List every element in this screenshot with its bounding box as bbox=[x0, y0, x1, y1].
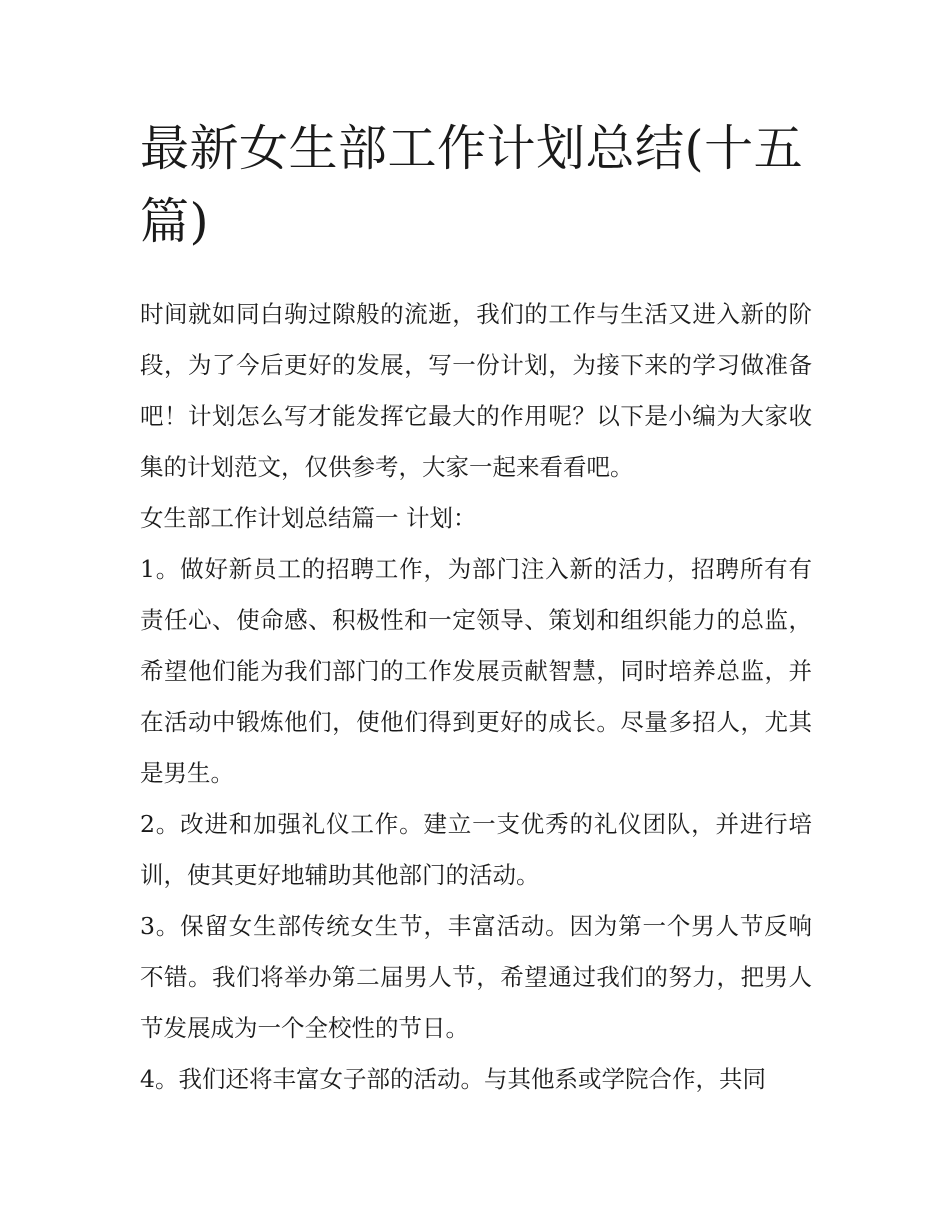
list-item-4: 4。我们还将丰富女子部的活动。与其他系或学院合作，共同 bbox=[140, 1065, 766, 1093]
document-body bbox=[140, 289, 812, 1105]
intro-paragraph: 时间就如同白驹过隙般的流逝，我们的工作与生活又进入新的阶段，为了今后更好的发展，写一份计划，为接下来的学习做准备吧！计划怎么写才能发挥它最大的作用呢？以下是小编为大家收集的计划范文，仅供参考，大家一起来看看吧。 bbox=[140, 300, 812, 481]
list-item-3: 3。保留女生部传统女生节，丰富活动。因为第一个男人节反响不错。我们将举办第二届男人节，希望通过我们的努力，把男人节发展成为一个全校性的节日。 bbox=[140, 912, 812, 1042]
list-item-2: 2。改进和加强礼仪工作。建立一支优秀的礼仪团队，并进行培训，使其更好地辅助其他部门的活动。 bbox=[140, 810, 812, 889]
document-title: 最新女生部工作计划总结(十五篇) bbox=[140, 120, 804, 250]
list-item-1: 1。做好新员工的招聘工作，为部门注入新的活力，招聘所有有责任心、使命感、积极性和一定领导、策划和组织能力的总监，希望他们能为我们部门的工作发展贡献智慧，同时培养总监，并在活动中锻炼他们，使他们得到更好的成长。尽量多招人，尤其是男生。 bbox=[140, 555, 812, 787]
section-heading: 女生部工作计划总结篇一 计划： bbox=[140, 504, 477, 532]
document-page bbox=[140, 112, 812, 1105]
